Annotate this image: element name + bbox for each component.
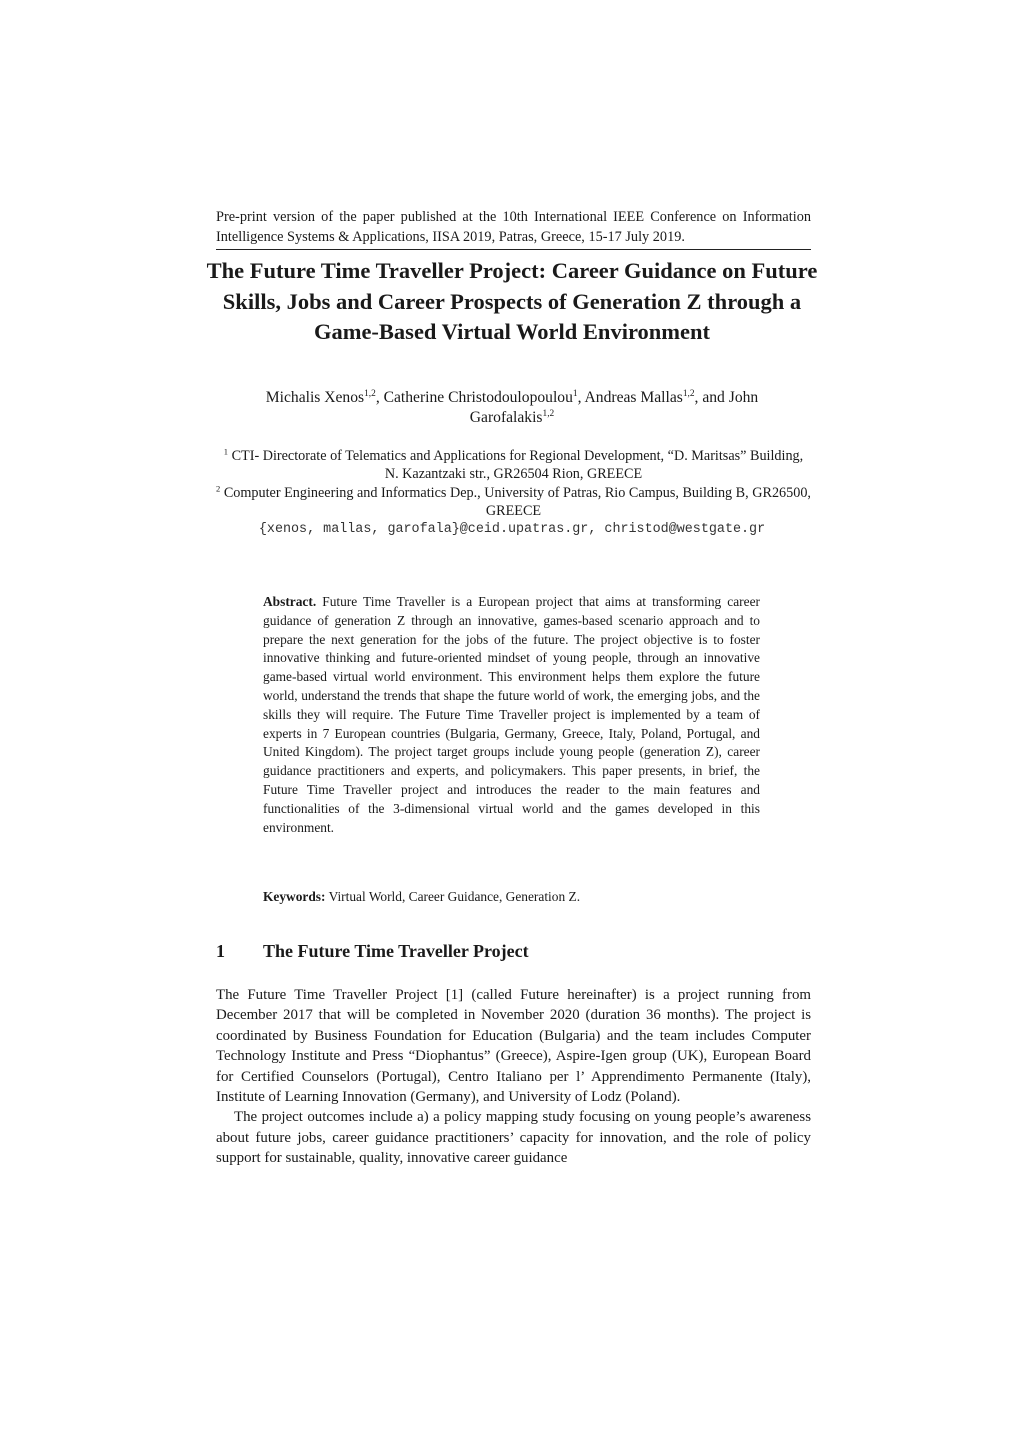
author-name: Michalis Xenos <box>265 389 365 406</box>
author-affiliation-sup: 1,2 <box>682 388 695 399</box>
abstract-label: Abstract. <box>263 594 317 609</box>
paper-title: The Future Time Traveller Project: Career Guidance on Future Skills, Jobs and Career Prospects of Generation Z through a Game-Based Virtual World Environment <box>206 258 818 344</box>
body-paragraph: The project outcomes include a) a policy mapping study focusing on young people’s awareness about future jobs, career guidance practitioners’ capacity for innovation, and the role of policy support for sustainable, quality, innovative career guidance <box>216 1109 811 1167</box>
affiliation-text: CTI- Directorate of Telematics and Applications for Regional Development, “D. Maritsas” Building, N. Kazantzaki str., GR26504 Rion, GREECE <box>231 448 804 482</box>
author-affiliation-sup: 1,2 <box>542 408 555 419</box>
affiliation-2 <box>216 484 811 520</box>
section-title: The Future Time Traveller Project <box>263 941 529 961</box>
author-name: Andreas Mallas <box>584 389 683 406</box>
keywords-text: Virtual World, Career Guidance, Generation Z. <box>328 889 581 904</box>
abstract <box>263 593 760 837</box>
section-number: 1 <box>216 941 225 961</box>
author-name: John Garofalakis <box>469 389 759 426</box>
section-heading <box>216 940 811 962</box>
author-list: Michalis Xenos$^{1,2}$, Catherine Christodoulopoulou$^1$, Andreas Mallas$^{1,2}$, and John Garofalakis$^{1,2}$ <box>265 388 759 426</box>
author-name: Catherine Christodoulopoulou <box>383 389 573 406</box>
keywords <box>263 888 760 906</box>
section-body <box>216 985 811 1169</box>
body-paragraph: The Future Time Traveller Project [1] (called Future hereinafter) is a project running from December 2017 that will be completed in November 2020 (duration 36 months). The project is coordinated by Business Foundation for Education (Bulgaria) and the team includes Computer Technology Institute and Press “Diophantus” (Greece), Aspire-Igen group (UK), European Board for Certified Counselors (Portugal), Centro Italiano per l’ Apprendimento Permanente (Italy), Institute of Learning Innovation (Germany), and University of Lodz (Poland). <box>216 987 811 1106</box>
keywords-label: Keywords: <box>263 889 326 904</box>
author-affiliation-sup: 1 <box>572 388 578 399</box>
affiliation-1 <box>216 447 811 483</box>
author-affiliation-sup: 1,2 <box>364 388 376 399</box>
affiliation-marker: 2 <box>216 483 221 494</box>
preprint-note: Pre-print version of the paper published at the 10th International IEEE Conference on Information Intelligence Systems & Applications, IISA 2019, Patras, Greece, 15-17 July 2019. <box>216 207 811 250</box>
author-emails: {xenos, mallas, garofala}@ceid.upatras.gr, christod@westgate.gr <box>258 522 766 537</box>
abstract-text: Future Time Traveller is a European project that aims at transforming career guidance of generation Z through an innovative, games-based scenario approach and to prepare the next generation for the jobs of the future. The project objective is to foster innovative thinking and future-oriented mindset of young people, through an innovative game-based virtual world environment. This environment helps them explore the future world, understand the trends that shape the future world of work, the emerging jobs, and the skills they will require. The Future Time Traveller project is implemented by a team of experts in 7 European countries (Bulgaria, Germany, Greece, Italy, Poland, Portugal, and United Kingdom). The project target groups include young people (generation Z), career guidance practitioners and experts, and policymakers. This paper presents, in brief, the Future Time Traveller project and introduces the reader to the main features and functionalities of the 3-dimensional virtual world and the games developed in this environment. <box>263 594 760 835</box>
affiliation-marker: 1 <box>223 446 229 457</box>
affiliation-text: Computer Engineering and Informatics Dep., University of Patras, Rio Campus, Building B, GR26500, GREECE <box>223 485 811 519</box>
